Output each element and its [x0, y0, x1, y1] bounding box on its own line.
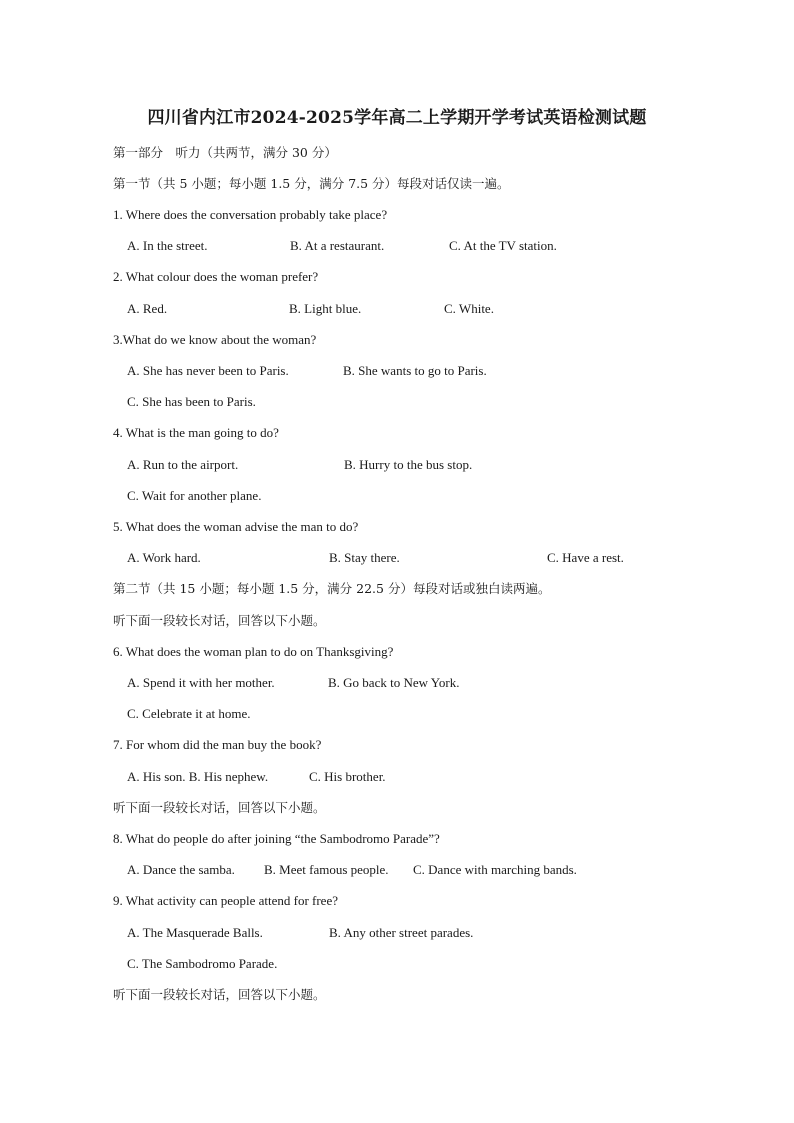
page-title: 四川省内江市2024-2025学年高二上学期开学考试英语检测试题: [147, 108, 647, 128]
section1-heading: 第一节（共 5 小题；每小题 1.5 分，满分 7.5 分）每段对话仅读一遍。: [113, 176, 510, 191]
question-3-option-a: A. She has never been to Paris.: [127, 363, 289, 378]
question-8-option-a: A. Dance the samba.: [127, 862, 235, 877]
question-2-option-c: C. White.: [444, 301, 494, 316]
question-6-option-b: B. Go back to New York.: [328, 675, 460, 690]
question-6-option-c: C. Celebrate it at home.: [127, 706, 251, 721]
question-2: 2. What colour does the woman prefer?: [113, 269, 319, 284]
question-4-option-c: C. Wait for another plane.: [127, 488, 262, 503]
question-5-option-c: C. Have a rest.: [547, 550, 624, 565]
question-6: 6. What does the woman plan to do on Thanksgiving?: [113, 644, 394, 659]
question-5: 5. What does the woman advise the man to do?: [113, 519, 359, 534]
question-4: 4. What is the man going to do?: [113, 425, 279, 440]
question-4-option-a: A. Run to the airport.: [127, 457, 239, 472]
question-2-option-b: B. Light blue.: [289, 301, 362, 316]
question-4-option-b: B. Hurry to the bus stop.: [344, 457, 473, 472]
question-9-option-c: C. The Sambodromo Parade.: [127, 956, 278, 971]
question-3: 3.What do we know about the woman?: [113, 332, 317, 347]
question-1-option-a: A. In the street.: [127, 238, 208, 253]
question-7-option-ab: A. His son. B. His nephew.: [127, 769, 269, 784]
question-3-option-c: C. She has been to Paris.: [127, 394, 256, 409]
question-7: 7. For whom did the man buy the book?: [113, 737, 322, 752]
question-8: 8. What do people do after joining “the Sambodromo Parade”?: [113, 831, 440, 846]
question-6-option-a: A. Spend it with her mother.: [127, 675, 275, 690]
question-5-option-a: A. Work hard.: [127, 550, 201, 565]
question-9: 9. What activity can people attend for free?: [113, 893, 338, 908]
question-9-option-b: B. Any other street parades.: [329, 925, 474, 940]
question-8-option-c: C. Dance with marching bands.: [413, 862, 577, 877]
instruction-1: 听下面一段较长对话，回答以下小题。: [113, 613, 326, 628]
question-5-option-b: B. Stay there.: [329, 550, 400, 565]
question-7-option-c: C. His brother.: [309, 769, 386, 784]
question-2-option-a: A. Red.: [127, 301, 168, 316]
instruction-2: 听下面一段较长对话，回答以下小题。: [113, 800, 326, 815]
question-8-option-b: B. Meet famous people.: [264, 862, 389, 877]
part1-heading: 第一部分 听力（共两节，满分 30 分）: [113, 145, 337, 160]
question-1-option-b: B. At a restaurant.: [290, 238, 385, 253]
question-1-option-c: C. At the TV station.: [449, 238, 557, 253]
question-3-option-b: B. She wants to go to Paris.: [343, 363, 487, 378]
question-9-option-a: A. The Masquerade Balls.: [127, 925, 263, 940]
question-1: 1. Where does the conversation probably take place?: [113, 207, 388, 222]
instruction-3: 听下面一段较长对话，回答以下小题。: [113, 987, 326, 1002]
section2-heading: 第二节（共 15 小题；每小题 1.5 分，满分 22.5 分）每段对话或独白读两遍。: [113, 581, 551, 596]
